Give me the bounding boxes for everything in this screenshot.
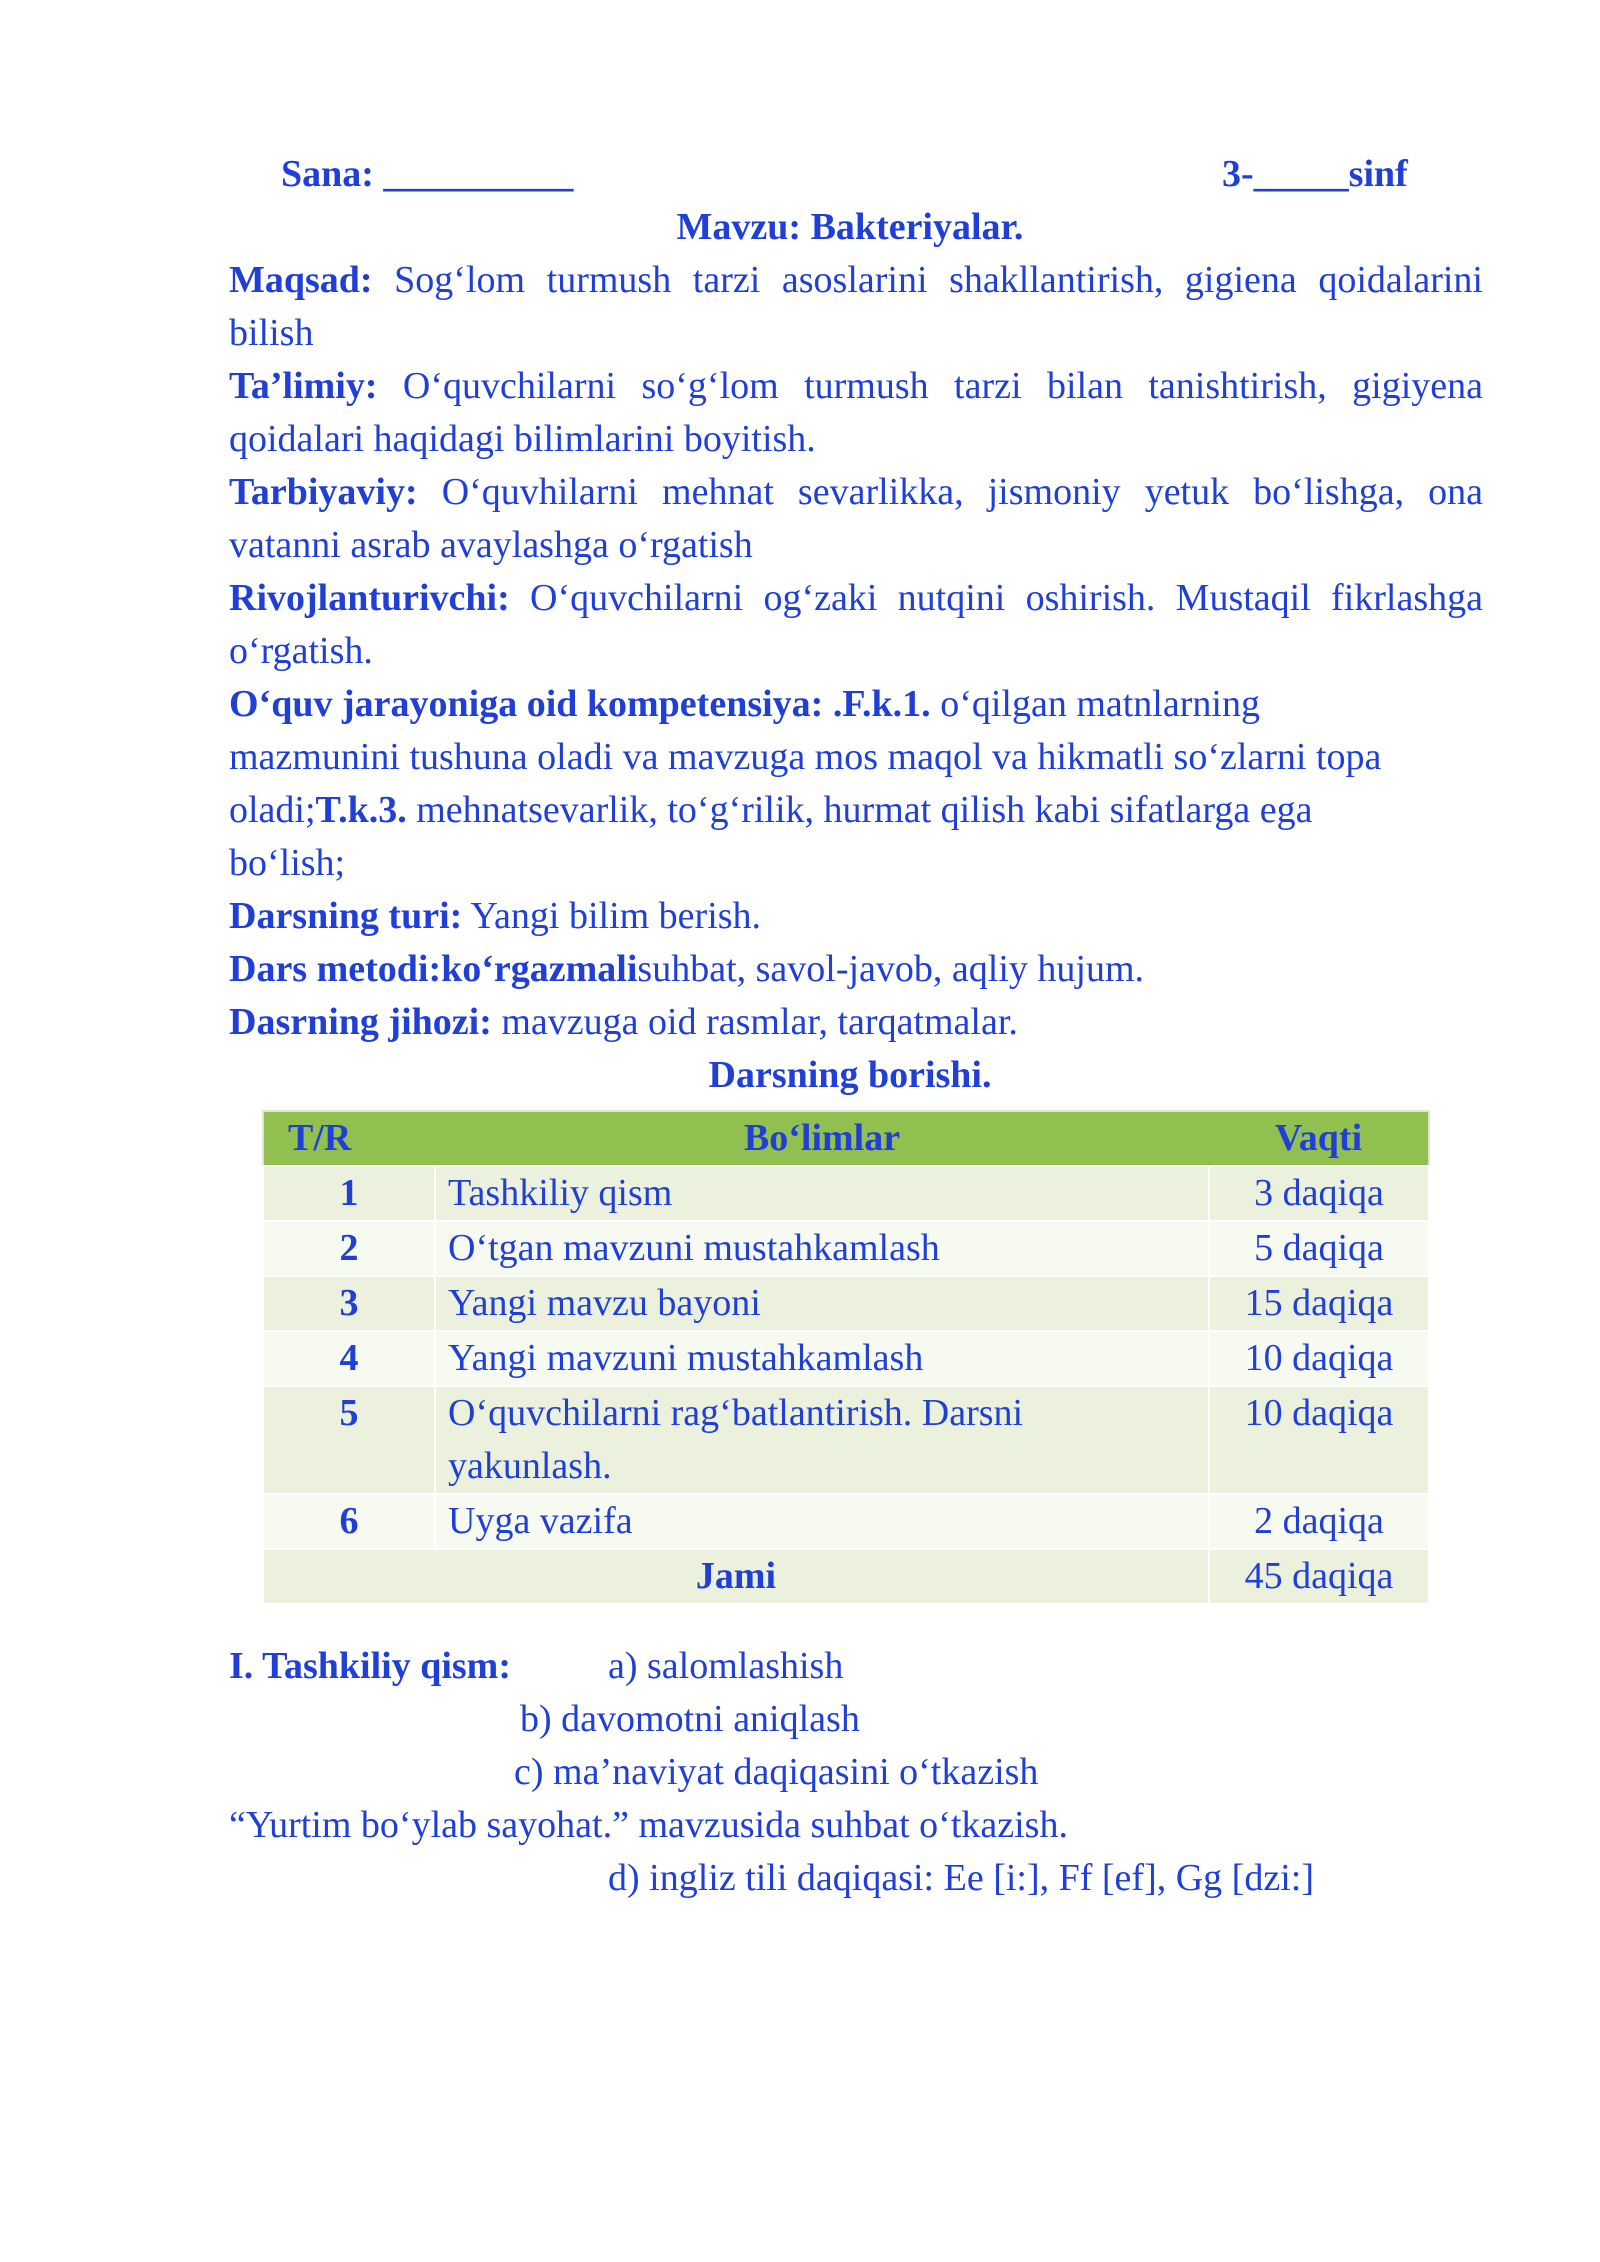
lesson-equip-label: Dasrning jihozi:: [229, 1001, 492, 1043]
part1-item-a: a) salomlashish: [608, 1645, 844, 1687]
row-section: Tashkiliy qism: [435, 1166, 1209, 1221]
rivoj-text-2: o‘rgatish.: [229, 630, 373, 672]
part1-label: I. Tashkiliy qism:: [229, 1645, 511, 1687]
goal-talimiy: [229, 360, 1483, 413]
part1-quote: “Yurtim bo‘ylab sayohat.” mavzusida suhbat o‘tkazish.: [229, 1804, 1068, 1846]
maqsad-text: Sog‘lom turmush tarzi asoslarini shakllantirish, gigiena qoidalarini: [372, 259, 1483, 301]
competence-text-3a: oladi;: [229, 789, 316, 831]
competence-line-2: mazmunini tushuna oladi va mavzuga mos maqol va hikmatli so‘zlarni topa: [229, 736, 1382, 778]
table-row: [263, 1166, 1429, 1221]
talimiy-text-2: qoidalari haqidagi bilimlarini boyitish.: [229, 418, 816, 460]
part1-item-d: d) ingliz tili daqiqasi: Ee [i:], Ff [ef], Gg [dzi:]: [608, 1857, 1314, 1899]
lesson-type: [229, 890, 1483, 943]
competence-code-1: .F.k.1.: [823, 683, 931, 725]
row-time: 3 daqiqa: [1209, 1166, 1429, 1221]
table-total-row: [263, 1549, 1429, 1604]
header-time: Vaqti: [1209, 1111, 1429, 1166]
competence-code-2: T.k.3.: [315, 789, 407, 831]
talimiy-label: Ta’limiy:: [229, 365, 378, 407]
goal-tarbiyaviy: [229, 466, 1483, 519]
part1-item-c: c) ma’naviyat daqiqasini o‘tkazish: [514, 1751, 1039, 1793]
lesson-method-text: suhbat, savol-javob, aqliy hujum.: [637, 948, 1145, 990]
table-header-row: [263, 1111, 1429, 1166]
table-row: [263, 1494, 1429, 1549]
row-number: 1: [263, 1166, 435, 1221]
table-row: [263, 1276, 1429, 1331]
rivoj-label: Rivojlanturivchi:: [229, 577, 510, 619]
row-section: O‘quvchilarni rag‘batlantirish. Darsni yakunlash.: [435, 1386, 1209, 1494]
row-section: Yangi mavzuni mustahkamlash: [435, 1331, 1209, 1386]
row-section: Uyga vazifa: [435, 1494, 1209, 1549]
total-time: 45 daqiqa: [1209, 1549, 1429, 1604]
table-row: [263, 1386, 1429, 1494]
row-section: O‘tgan mavzuni mustahkamlash: [435, 1221, 1209, 1276]
row-time: 10 daqiqa: [1209, 1386, 1429, 1494]
part1-item-b: b) davomotni aniqlash: [520, 1698, 860, 1740]
goal-rivojlanturivchi: [229, 572, 1483, 625]
table-row: [263, 1331, 1429, 1386]
row-number: 6: [263, 1494, 435, 1549]
lesson-method-label: Dars metodi:ko‘rgazmali: [229, 948, 638, 990]
row-number: 5: [263, 1386, 435, 1494]
total-label: Jami: [263, 1549, 1209, 1604]
row-number: 4: [263, 1331, 435, 1386]
row-number: 2: [263, 1221, 435, 1276]
lesson-plan-table: [262, 1110, 1430, 1605]
row-time: 15 daqiqa: [1209, 1276, 1429, 1331]
lesson-method: [229, 943, 1483, 996]
competence-label: O‘quv jarayoniga oid kompetensiya:: [229, 683, 824, 725]
rivoj-text: O‘quvchilarni og‘zaki nutqini oshirish. Mustaqil fikrlashga: [509, 577, 1483, 619]
lesson-type-label: Darsning turi:: [229, 895, 463, 937]
row-section: Yangi mavzu bayoni: [435, 1276, 1209, 1331]
topic-title: Mavzu: Bakteriyalar.: [676, 206, 1024, 248]
row-time: 10 daqiqa: [1209, 1331, 1429, 1386]
tarbiyaviy-text: O‘quvhilarni mehnat sevarlikka, jismoniy yetuk bo‘lishga, ona: [417, 471, 1483, 513]
row-time: 2 daqiqa: [1209, 1494, 1429, 1549]
header-sections: Bo‘limlar: [435, 1111, 1209, 1166]
row-number: 3: [263, 1276, 435, 1331]
header-tr: T/R: [263, 1111, 435, 1166]
competence-line-3: [229, 784, 1483, 837]
plan-title: Darsning borishi.: [708, 1054, 992, 1096]
lesson-equipment: [229, 996, 1483, 1049]
competence-line-4: bo‘lish;: [229, 842, 346, 884]
goal-maqsad: [229, 254, 1483, 307]
maqsad-label: Maqsad:: [229, 259, 373, 301]
class-label: 3-_____sinf: [1222, 153, 1408, 195]
competence-line-1: [229, 678, 1483, 731]
tarbiyaviy-label: Tarbiyaviy:: [229, 471, 418, 513]
tarbiyaviy-text-2: vatanni asrab avaylashga o‘rgatish: [229, 524, 753, 566]
talimiy-text: O‘quvchilarni so‘g‘lom turmush tarzi bilan tanishtirish, gigiyena: [377, 365, 1483, 407]
maqsad-text-2: bilish: [229, 312, 314, 354]
competence-text-1: o‘qilgan matnlarning: [930, 683, 1260, 725]
row-time: 5 daqiqa: [1209, 1221, 1429, 1276]
lesson-equip-text: mavzuga oid rasmlar, tarqatmalar.: [491, 1001, 1018, 1043]
lesson-type-text: Yangi bilim berish.: [462, 895, 762, 937]
table-row: [263, 1221, 1429, 1276]
competence-text-3b: mehnatsevarlik, to‘g‘rilik, hurmat qilish kabi sifatlarga ega: [406, 789, 1313, 831]
date-label: Sana: __________: [281, 153, 574, 195]
